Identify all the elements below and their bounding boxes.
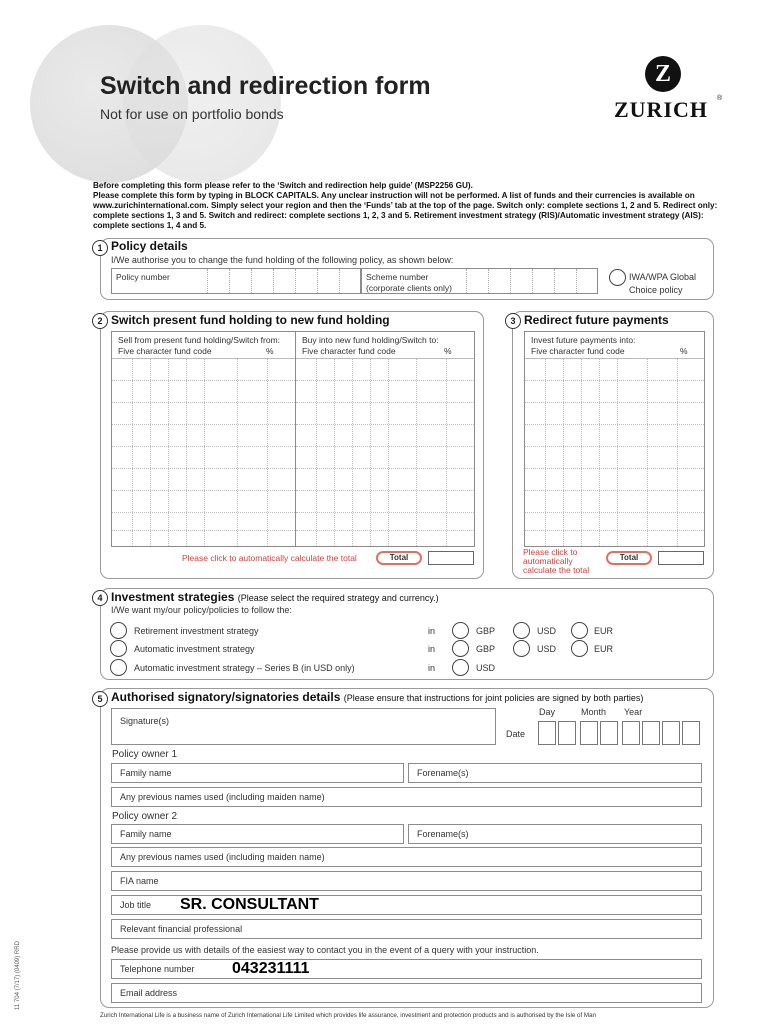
- date-year-2[interactable]: [642, 721, 660, 745]
- rfp-label: Relevant financial professional: [120, 924, 243, 934]
- day-label: Day: [539, 707, 556, 717]
- iwa-wpa-radio[interactable]: [609, 269, 626, 286]
- form-subtitle: Not for use on portfolio bonds: [100, 106, 284, 122]
- date-day-1[interactable]: [538, 721, 556, 745]
- section-4-title-note: (Please select the required strategy and currency.): [237, 593, 439, 603]
- owner2-forename-field[interactable]: [408, 824, 702, 844]
- year-label: Year: [624, 707, 643, 717]
- strategy-label-ais-b: Automatic investment strategy – Series B (in USD only): [134, 663, 355, 673]
- date-label: Date: [506, 729, 526, 739]
- email-address-field[interactable]: [111, 983, 702, 1003]
- section-4-number: 4: [92, 590, 108, 606]
- owner2-previous-names-field[interactable]: [111, 847, 702, 867]
- strategy-in-ris: in: [428, 626, 436, 636]
- job-title-label: Job title: [120, 900, 152, 910]
- owner1-family-name-label: Family name: [120, 768, 172, 778]
- ais-b-usd-radio[interactable]: [452, 659, 469, 676]
- telephone-label: Telephone number: [120, 964, 195, 974]
- scheme-number-note: (corporate clients only): [366, 283, 452, 293]
- ais-b-usd-label: USD: [476, 663, 496, 673]
- owner1-previous-names-label: Any previous names used (including maiden name): [120, 792, 325, 802]
- switch-to-percent: %: [444, 346, 452, 356]
- strategy-label-ris: Retirement investment strategy: [134, 626, 259, 636]
- form-reference-code: 11 704 (7/17) (0409) RRD: [15, 941, 21, 1010]
- email-label: Email address: [120, 988, 178, 998]
- switch-from-percent: %: [266, 346, 274, 356]
- job-title-value: SR. CONSULTANT: [180, 896, 319, 913]
- date-month-1[interactable]: [580, 721, 598, 745]
- iwa-label-1: IWA/WPA Global: [629, 272, 697, 282]
- zurich-logo-icon: Z: [645, 56, 681, 92]
- section-2-title: Switch present fund holding to new fund holding: [111, 313, 390, 327]
- date-year-1[interactable]: [622, 721, 640, 745]
- switch-total-field[interactable]: [428, 551, 474, 565]
- redirect-calc-note-3: calculate the total: [523, 565, 590, 575]
- ais-usd-label: USD: [537, 644, 557, 654]
- date-year-3[interactable]: [662, 721, 680, 745]
- section-5-title-note: (Please ensure that instructions for joint policies are signed by both parties): [343, 693, 644, 703]
- owner2-forename-label: Forename(s): [417, 829, 469, 839]
- ais-eur-radio[interactable]: [571, 640, 588, 657]
- date-month-2[interactable]: [600, 721, 618, 745]
- telephone-value: 043231111: [232, 960, 310, 977]
- owner1-heading: Policy owner 1: [112, 749, 178, 760]
- zurich-logo-text: ZURICH: [614, 97, 709, 122]
- switch-calc-note: Please click to automatically calculate the total: [182, 553, 357, 563]
- section-3-title: Redirect future payments: [524, 313, 669, 327]
- switch-from-heading: Sell from present fund holding/Switch from:: [118, 335, 281, 345]
- owner2-previous-names-label: Any previous names used (including maiden name): [120, 852, 325, 862]
- fia-name-field[interactable]: [111, 871, 702, 891]
- ris-gbp-radio[interactable]: [452, 622, 469, 639]
- owner1-previous-names-field[interactable]: [111, 787, 702, 807]
- owner2-family-name-label: Family name: [120, 829, 172, 839]
- registered-mark: ®: [717, 95, 723, 102]
- intro-line-2: Please complete this form by typing in BLOCK CAPITALS. Any unclear instruction will not be performed. A list of funds and their currencies is available on www.zurichinternational.com. Simply select your region and then the ‘Funds’ tab at the top of the page. Switch only: complete sections 1, 2 and 5. Redirect only: complete sections 1, 3 and 5. Switch and redirect: complete sections 1, 2, 3 and 5. Retirement investment strategy (RIS)/Automatic investment strategy (AIS): complete sections 1, 4 and 5.: [93, 191, 718, 230]
- footer-legal: Zurich International Life is a business name of Zurich International Life Limited which provides life assurance, investment and protection products and is authorised by the Isle of Man: [100, 1012, 596, 1019]
- fia-name-label: FIA name: [120, 876, 159, 886]
- owner2-heading: Policy owner 2: [112, 811, 178, 822]
- ris-usd-label: USD: [537, 626, 557, 636]
- ris-eur-radio[interactable]: [571, 622, 588, 639]
- section-5-title-text: Authorised signatory/signatories details: [111, 690, 341, 704]
- strategy-radio-ais[interactable]: [110, 640, 127, 657]
- contact-note: Please provide us with details of the easiest way to contact you in the event of a query with your instruction.: [111, 945, 539, 955]
- ais-gbp-label: GBP: [476, 644, 496, 654]
- section-5-title: [111, 690, 643, 704]
- decorative-circle-right: [123, 25, 281, 183]
- job-title-field[interactable]: [111, 895, 702, 915]
- strategy-radio-ais-b[interactable]: [110, 659, 127, 676]
- redirect-calc-note-2: automatically: [523, 556, 573, 566]
- section-3-number: 3: [505, 313, 521, 329]
- section-4-title: [111, 590, 439, 604]
- ais-eur-label: EUR: [594, 644, 614, 654]
- redirect-heading: Invest future payments into:: [531, 335, 636, 345]
- owner1-forename-label: Forename(s): [417, 768, 469, 778]
- policy-number-label: Policy number: [116, 272, 170, 282]
- redirect-total-field[interactable]: [658, 551, 704, 565]
- relevant-financial-professional-field[interactable]: [111, 919, 702, 939]
- authorise-text: I/We authorise you to change the fund holding of the following policy, as shown below:: [111, 255, 454, 265]
- month-label: Month: [581, 707, 607, 717]
- policy-number-field[interactable]: [111, 268, 361, 294]
- redirect-table[interactable]: [524, 331, 705, 547]
- redirect-subheading: Five character fund code: [531, 346, 625, 356]
- section-1-number: 1: [92, 240, 108, 256]
- strategy-follow-text: I/We want my/our policy/policies to follow the:: [111, 605, 292, 615]
- ais-gbp-radio[interactable]: [452, 640, 469, 657]
- redirect-calc-note-1: Please click to: [523, 547, 578, 557]
- strategy-radio-ris[interactable]: [110, 622, 127, 639]
- redirect-total-button[interactable]: Total: [606, 551, 652, 565]
- strategy-in-ais: in: [428, 644, 436, 654]
- ris-usd-radio[interactable]: [513, 622, 530, 639]
- section-4-title-text: Investment strategies: [111, 590, 235, 604]
- switch-from-table[interactable]: [111, 331, 296, 547]
- signature-label: Signature(s): [120, 716, 170, 726]
- form-title: Switch and redirection form: [100, 72, 431, 100]
- intro-line-1: Before completing this form please refer to the ‘Switch and redirection help guide’ (MSP2256 GU).: [93, 181, 473, 190]
- section-5-number: 5: [92, 691, 108, 707]
- ais-usd-radio[interactable]: [513, 640, 530, 657]
- ris-eur-label: EUR: [594, 626, 614, 636]
- strategy-label-ais: Automatic investment strategy: [134, 644, 255, 654]
- redirect-percent: %: [680, 346, 688, 356]
- ris-gbp-label: GBP: [476, 626, 496, 636]
- switch-to-heading: Buy into new fund holding/Switch to:: [302, 335, 439, 345]
- section-2-number: 2: [92, 313, 108, 329]
- signature-field[interactable]: [111, 708, 496, 745]
- switch-from-subheading: Five character fund code: [118, 346, 212, 356]
- date-day-2[interactable]: [558, 721, 576, 745]
- date-year-4[interactable]: [682, 721, 700, 745]
- owner1-family-name-field[interactable]: [111, 763, 404, 783]
- strategy-in-ais-b: in: [428, 663, 436, 673]
- owner2-family-name-field[interactable]: [111, 824, 404, 844]
- switch-total-button[interactable]: Total: [376, 551, 422, 565]
- switch-to-table[interactable]: [295, 331, 475, 547]
- intro-instructions: [93, 181, 718, 231]
- section-1-title: Policy details: [111, 239, 188, 253]
- owner1-forename-field[interactable]: [408, 763, 702, 783]
- switch-to-subheading: Five character fund code: [302, 346, 396, 356]
- telephone-number-field[interactable]: [111, 959, 702, 979]
- scheme-number-label: Scheme number: [366, 272, 429, 282]
- iwa-label-2: Choice policy: [629, 285, 683, 295]
- scheme-number-field[interactable]: [361, 268, 598, 294]
